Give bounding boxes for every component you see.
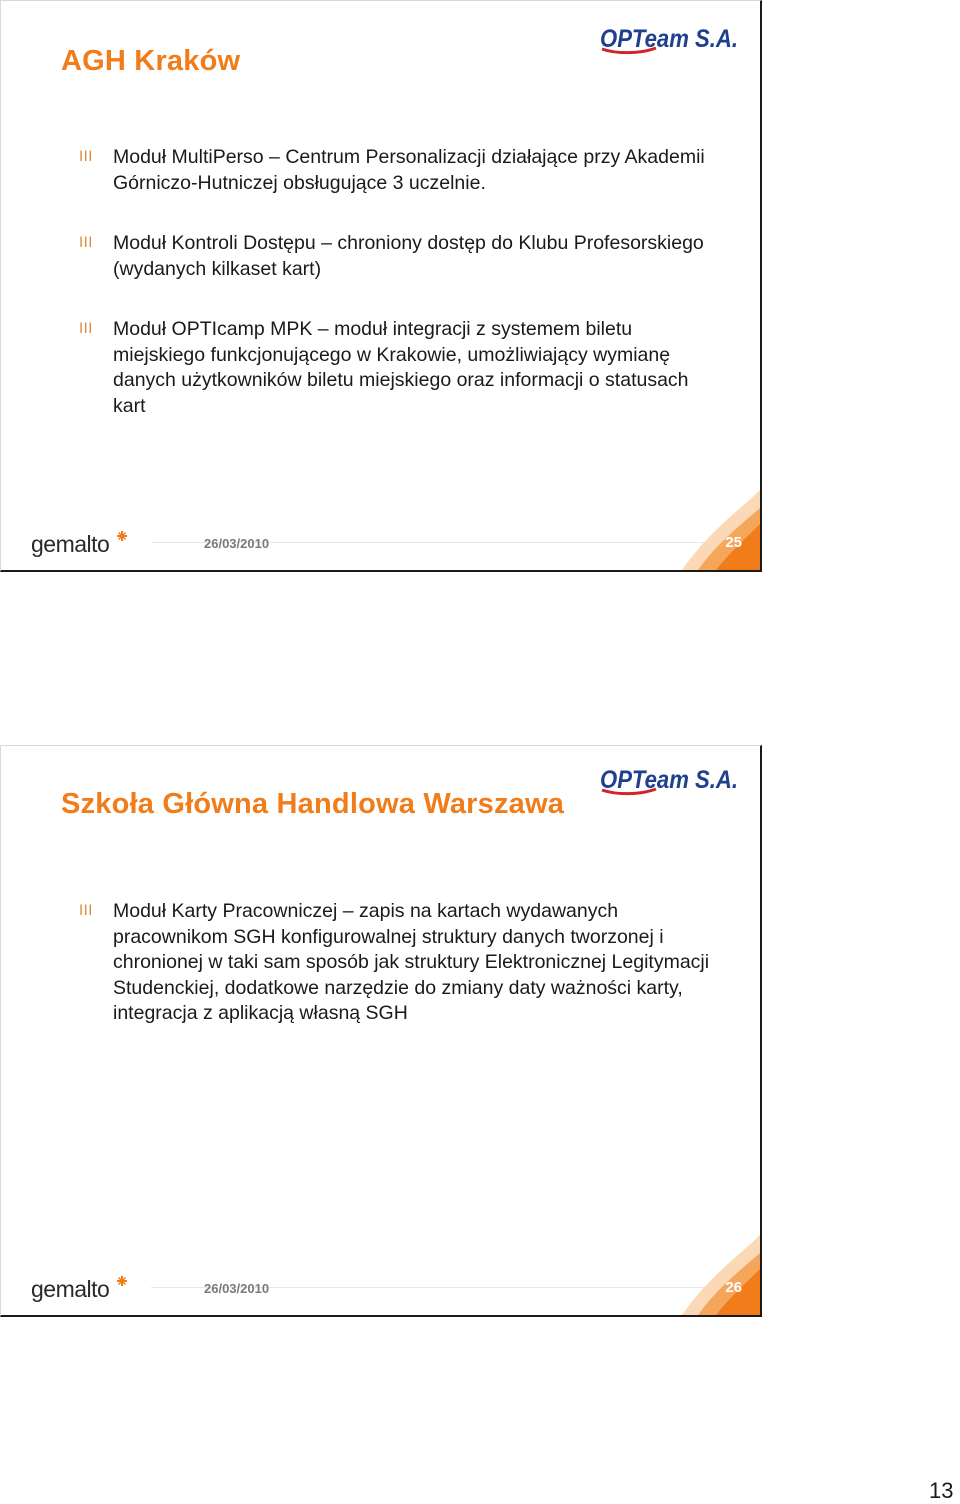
- bullet-marker: III: [79, 235, 93, 251]
- orange-swirl-decoration: [670, 1235, 760, 1315]
- gemalto-star-icon: [117, 1276, 127, 1286]
- bullet-marker: III: [79, 149, 93, 165]
- slide-title: AGH Kraków: [61, 45, 241, 77]
- slide-date: 26/03/2010: [204, 536, 270, 551]
- gemalto-star-icon: [117, 531, 127, 541]
- slide-date: 26/03/2010: [204, 1281, 270, 1296]
- gemalto-logo-text: gemalto: [31, 1276, 110, 1302]
- opteam-logo: [596, 23, 746, 59]
- opteam-logo-text: OPTeam S.A.: [600, 25, 738, 53]
- slide-page-number: 26: [725, 1279, 742, 1296]
- orange-swirl-decoration: [670, 490, 760, 570]
- bullet-text: Moduł OPTIcamp MPK – moduł integracji z systemem biletu miejskiego funkcjonującego w Krakowie, umożliwiający wymianę danych użytkowników biletu miejskiego oraz informacji o statusach kart: [113, 318, 689, 417]
- bullet-item: [79, 145, 719, 196]
- bullet-text: Moduł Kontroli Dostępu – chroniony dostęp do Klubu Profesorskiego (wydanych kilkaset kart): [113, 232, 704, 280]
- bullet-item: [79, 899, 719, 1027]
- bullet-item: [79, 231, 719, 282]
- slide-26: [0, 745, 762, 1317]
- bullet-marker: III: [79, 321, 93, 337]
- opteam-logo: [596, 764, 746, 800]
- slide-page-number: 25: [725, 534, 742, 551]
- slide-footer: [1, 1235, 760, 1315]
- slide-title: Szkoła Główna Handlowa Warszawa: [61, 788, 565, 820]
- gemalto-logo: [31, 528, 131, 560]
- opteam-logo-text: OPTeam S.A.: [600, 766, 738, 794]
- bullet-marker: III: [79, 903, 93, 919]
- slide-25: [0, 0, 762, 572]
- bullet-item: [79, 317, 719, 419]
- gemalto-logo-text: gemalto: [31, 531, 110, 557]
- document-page-number: 13: [929, 1478, 954, 1503]
- bullet-text: Moduł Karty Pracowniczej – zapis na kartach wydawanych pracownikom SGH konfigurowalnej struktury danych tworzonej i chronionej w taki sam sposób jak struktury Elektronicznej Legitymacji Studenckiej, dodatkowe narzędzie do zmiany daty ważności karty, integracja z aplikacją własną SGH: [113, 900, 710, 1024]
- slide-footer: [1, 490, 760, 570]
- bullet-text: Moduł MultiPerso – Centrum Personalizacji działające przy Akademii Górniczo-Hutniczej obsługujące 3 uczelnie.: [113, 146, 705, 194]
- gemalto-logo: [31, 1273, 131, 1305]
